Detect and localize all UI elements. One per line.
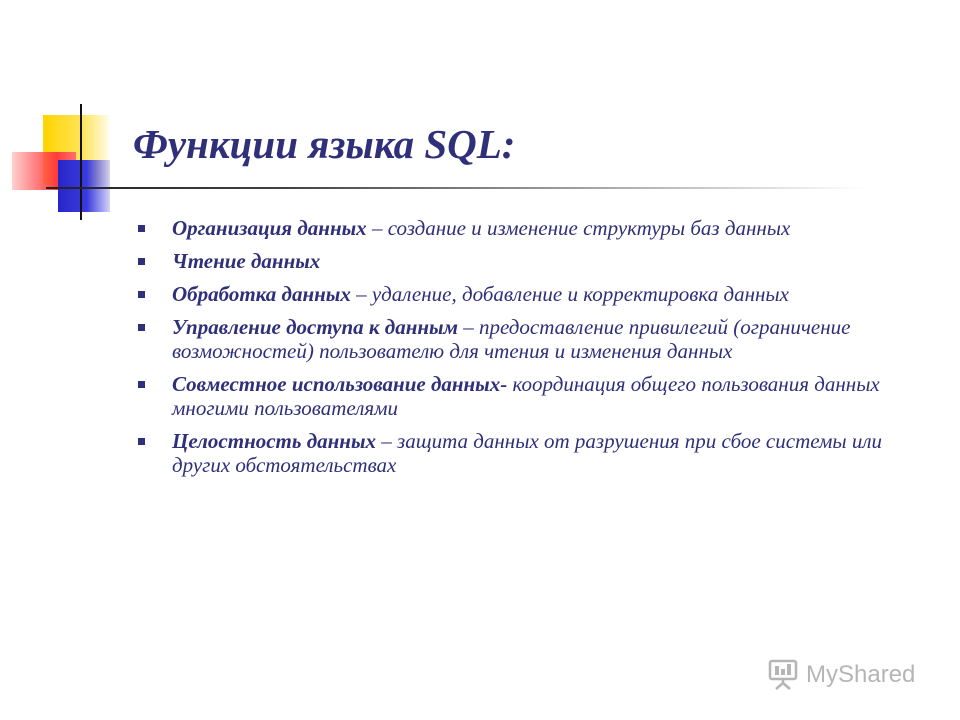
bullet-term: Обработка данных	[172, 282, 351, 306]
bullet-term: Чтение данных	[172, 249, 321, 273]
bullet-term: Целостность данных	[172, 429, 377, 453]
bullet-square-icon	[138, 291, 145, 298]
bullet-square-icon	[138, 381, 145, 388]
watermark-text: MyShared	[806, 661, 916, 688]
bullet-list	[136, 216, 926, 486]
slide-title: Функции языка SQL:	[133, 121, 516, 167]
bullet-description: – защита данных от разрушения при сбое системы или других обстоятельствах	[172, 429, 883, 477]
bullet-term: Совместное использование данных-	[172, 372, 508, 396]
bullet-description: – создание и изменение структуры баз данных	[366, 216, 791, 240]
bullet-term: Управление доступа к данным	[172, 315, 458, 339]
decorative-blue-square	[58, 160, 110, 212]
bullet-square-icon	[138, 225, 145, 232]
watermark	[766, 657, 915, 693]
bullet-description: – предоставление привилегий (ограничение возможностей) пользователю для чтения и изменения данных	[172, 315, 851, 363]
bullet-item	[136, 372, 926, 420]
bullet-square-icon	[138, 258, 145, 265]
bullet-description: координация общего пользования данных многими пользователями	[172, 372, 880, 420]
bullet-item	[136, 315, 926, 363]
bullet-item	[136, 216, 926, 240]
bullet-item	[136, 282, 926, 306]
bullet-description: – удаление, добавление и корректировка данных	[350, 282, 789, 306]
title-underline	[46, 187, 866, 189]
bullet-term: Организация данных	[172, 216, 367, 240]
bullet-item	[136, 429, 926, 477]
bullet-item	[136, 249, 926, 273]
decorative-vertical-line	[80, 104, 82, 220]
bullet-square-icon	[138, 324, 145, 331]
bullet-square-icon	[138, 438, 145, 445]
presentation-board-icon	[766, 658, 800, 692]
